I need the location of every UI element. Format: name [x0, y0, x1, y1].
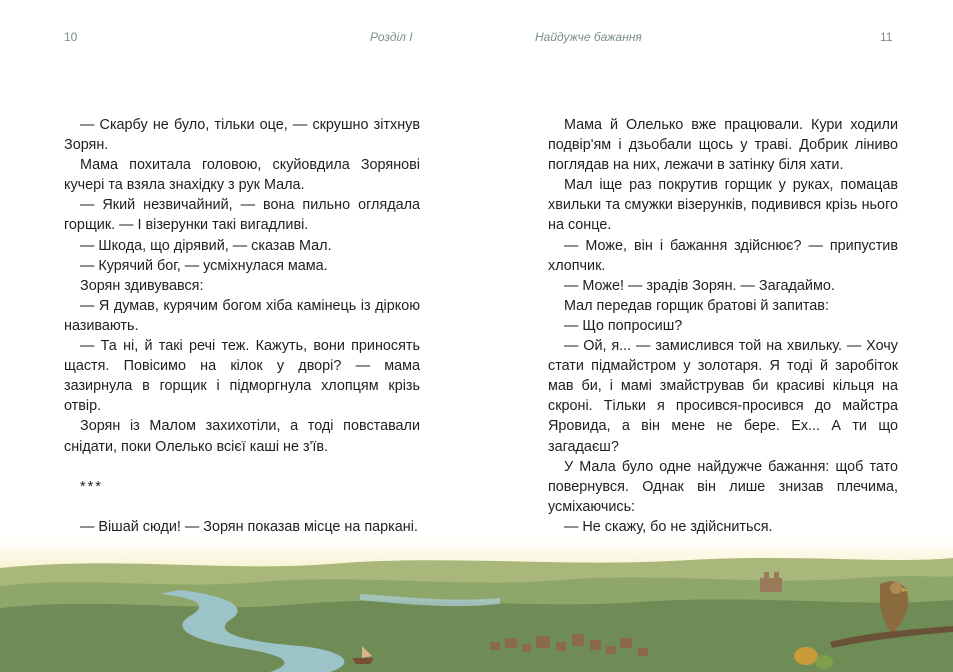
paragraph: — Ой, я... — замислився той на хвильку. — Хочу стати підмайстром у золотаря. Я тоді й заробіток мав би, і мамі змайстрував би красиві кільця на скроні. Тільки я просився-просився до майстра Яровида, а він мене не бере. Ех... А ти що загадаєш? [548, 338, 898, 455]
paragraph: — Я думав, курячим богом хіба камінець із діркою називають. [64, 297, 420, 334]
paragraph: — Скарбу не було, тільки оце, — скрушно зітхнув Зорян. [64, 117, 420, 154]
landscape-illustration [0, 538, 953, 672]
paragraph: — Шкода, що дірявий, — сказав Мал. [80, 237, 332, 254]
paragraph: Зорян здивувався: [80, 277, 204, 294]
paragraph: — Та ні, й такі речі теж. Кажуть, вони приносять щастя. Повісимо на кілок у дворі? — мама зазирнула в горщик і підморгнула хлопцям крізь отвір. [64, 338, 420, 415]
paragraph: — Може! — зрадів Зорян. — Загадаймо. [564, 277, 835, 294]
paragraph: — Вішай сюди! — Зорян показав місце на паркані. [80, 518, 418, 535]
paragraph: — Може, він і бажання здійснює? — припустив хлопчик. [548, 237, 898, 274]
page-number-right: 11 [880, 30, 893, 44]
paragraph: — Що попросиш? [564, 317, 683, 334]
running-head-right: Найдужче бажання [535, 30, 642, 44]
section-separator: *** [80, 478, 103, 495]
page-number-left: 10 [64, 30, 78, 44]
paragraph: — Курячий бог, — усміхнулася мама. [80, 257, 328, 274]
paragraph: Мал передав горщик братові й запитав: [564, 297, 829, 314]
right-body-text [548, 115, 898, 537]
paragraph: Мал іще раз покрутив горщик у руках, помацав хвильки та смужки візерунків, подивився крізь нього на сонце. [548, 177, 898, 234]
paragraph: — Який незвичайний, — вона пильно оглядала горщик. — І візерунки такі вигадливі. [64, 197, 420, 234]
paragraph: — Не скажу, бо не здійсниться. [564, 518, 773, 535]
paragraph: Мама похитала головою, скуйовдила Зорянові кучері та взяла знахідку з рук Мала. [64, 157, 420, 194]
running-head-left: Розділ І [370, 30, 413, 44]
paragraph: Мама й Олелько вже працювали. Кури ходили подвір'ям і дзьобали щось у траві. Добрик ліниво поглядав на них, лежачи в затінку біля хати. [548, 117, 898, 174]
paragraph: Зорян із Малом захихотіли, а тоді повставали снідати, поки Олелько всієї каші не з'їв. [64, 418, 420, 455]
paragraph: У Мала було одне найдужче бажання: щоб тато повернувся. Однак він лише знизав плечима, усміхаючись: [548, 458, 898, 515]
left-body-text [64, 115, 420, 537]
